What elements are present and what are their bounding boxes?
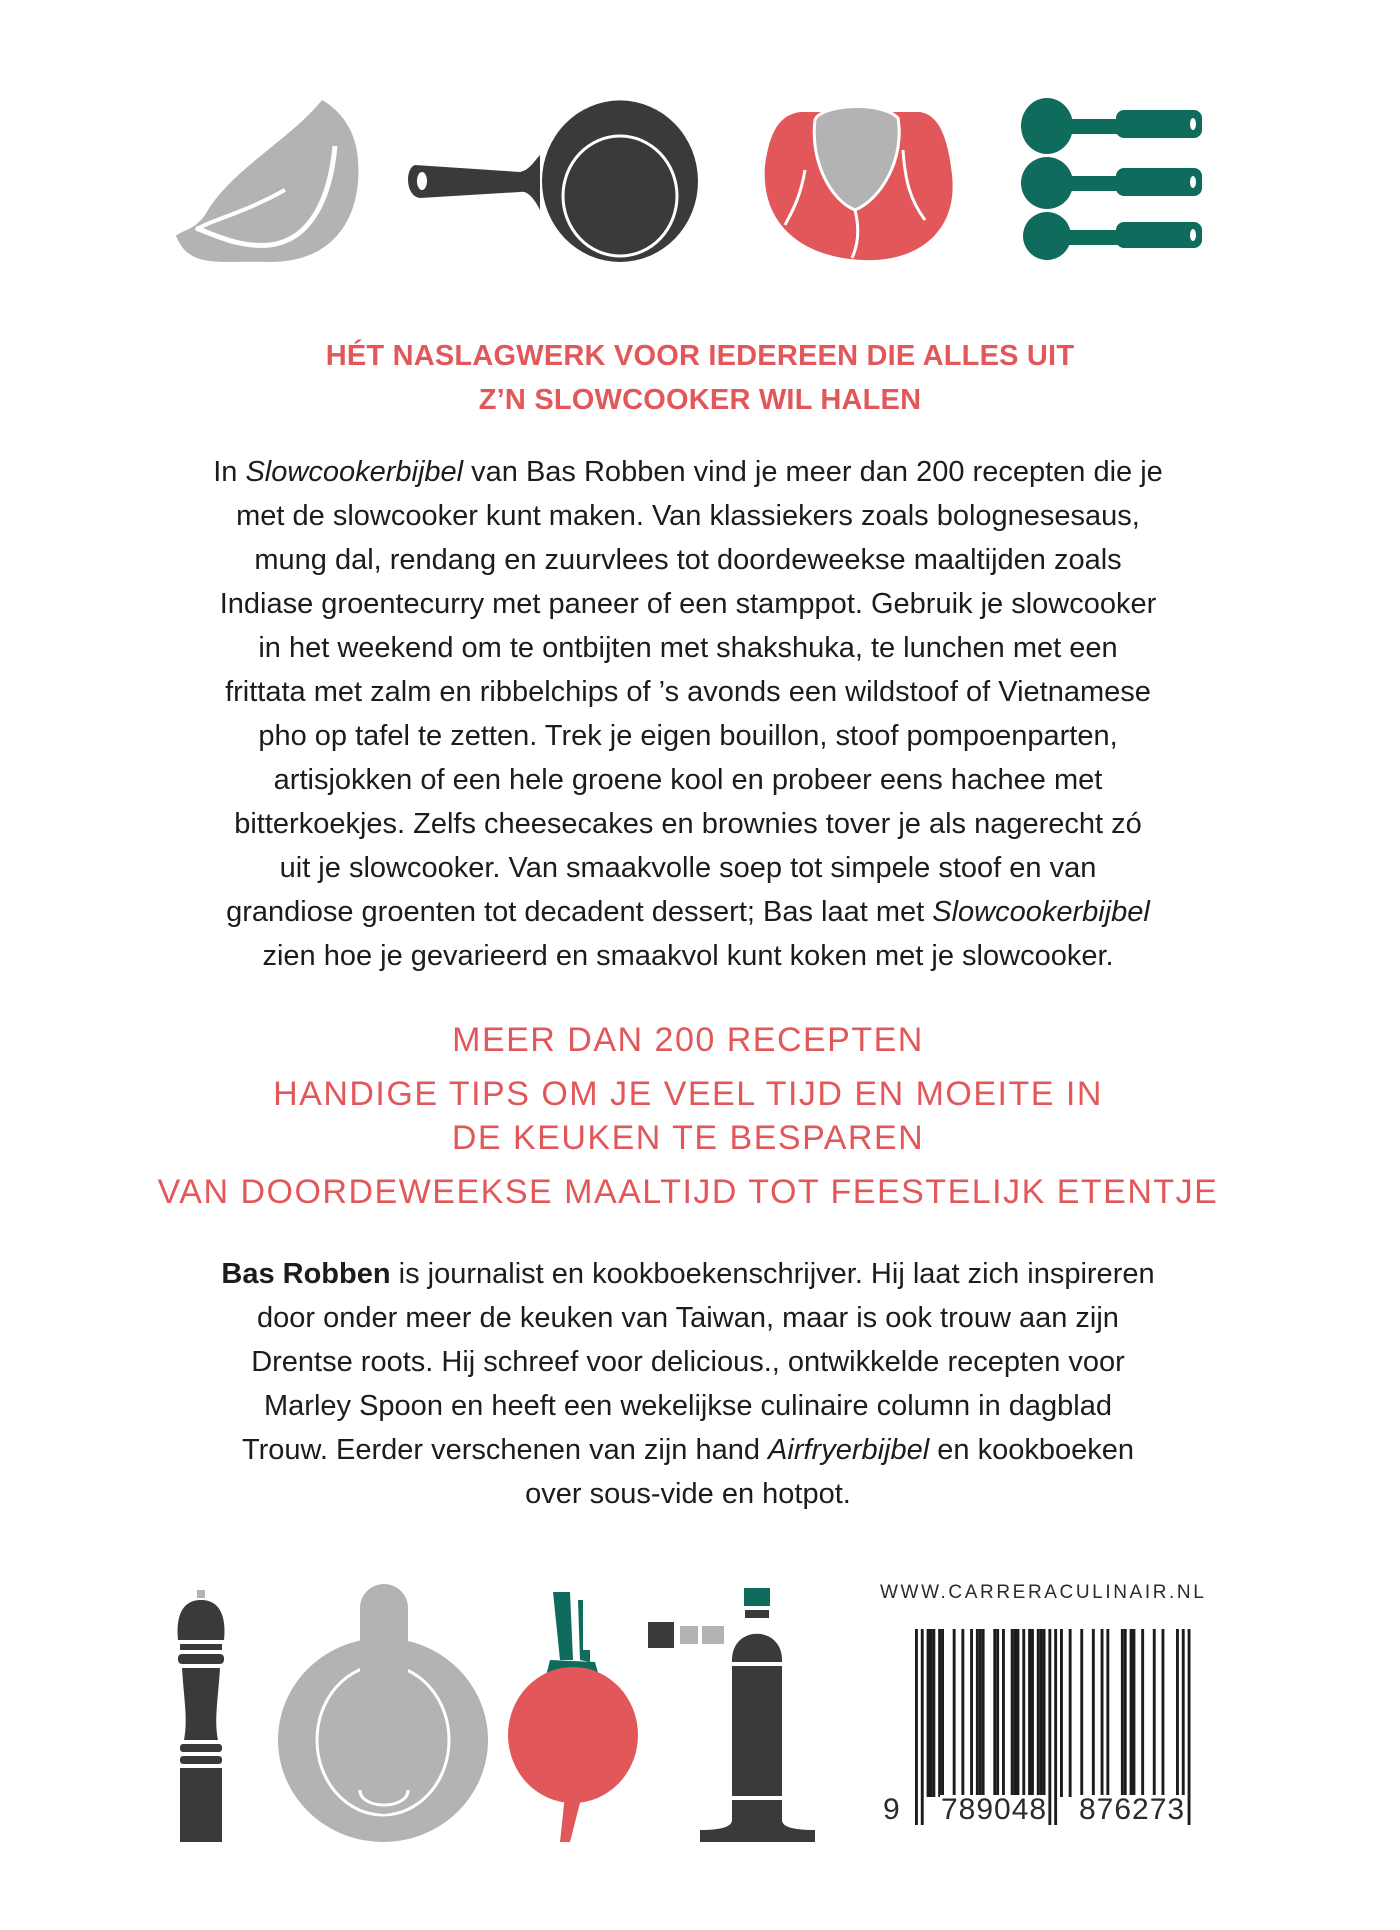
text-segment: is journalist en kookboekenschrijver. Hij laat zich inspireren: [390, 1258, 1155, 1290]
text-segment: In: [213, 456, 246, 488]
barcode-bar: [953, 1629, 956, 1797]
body-line: [0, 890, 1376, 934]
garlic-icon: [176, 100, 358, 262]
text-segment: zien hoe je gevarieerd en smaakvol kunt koken met je slowcooker.: [262, 940, 1114, 972]
barcode-bar: [1060, 1629, 1063, 1797]
frying-pan-icon: [408, 100, 698, 262]
headline-line-2: Z’N SLOWCOOKER WIL HALEN: [478, 384, 922, 416]
barcode-digits-right: 876273: [1079, 1793, 1186, 1826]
barcode-bar: [941, 1629, 944, 1797]
barcode-bar: [1017, 1629, 1020, 1797]
feature-item: MEER DAN 200 RECEPTEN: [452, 1021, 924, 1059]
barcode-digit-prefix: 9: [883, 1793, 901, 1826]
feature-list: [0, 1018, 1376, 1214]
description-paragraph: [0, 450, 1376, 978]
body-line: [0, 450, 1376, 494]
barcode-bar: [1014, 1629, 1017, 1797]
barcode-bar: [996, 1629, 999, 1797]
author-bio: [0, 1252, 1376, 1516]
barcode-bar: [938, 1629, 941, 1797]
barcode-bar: [1054, 1629, 1057, 1825]
barcode-bar: [1188, 1629, 1191, 1825]
bio-line: [0, 1472, 1376, 1516]
barcode-bar: [1133, 1629, 1136, 1797]
barcode-bar: [1040, 1629, 1043, 1797]
book-title: Slowcookerbijbel: [245, 456, 464, 488]
publisher-website[interactable]: WWW.CARRERACULINAIR.NL: [880, 1582, 1207, 1603]
body-line: [0, 538, 1376, 582]
barcode-bar: [1153, 1629, 1156, 1797]
barcode-bar: [961, 1629, 964, 1797]
barcode-bar: [915, 1629, 918, 1825]
barcode-bar: [1069, 1629, 1072, 1797]
feature-item-continued: DE KEUKEN TE BESPAREN: [451, 1119, 925, 1157]
text-segment: met de slowcooker kunt maken. Van klassiekers zoals bolognesesaus,: [236, 500, 1140, 532]
text-segment: en kookboeken: [929, 1434, 1134, 1466]
barcode-bar: [1080, 1629, 1083, 1797]
book-title: Slowcookerbijbel: [932, 896, 1150, 928]
bio-line: [0, 1384, 1376, 1428]
barcode-bar: [1022, 1629, 1025, 1797]
author-name: Bas Robben: [221, 1258, 391, 1290]
body-line: [0, 714, 1376, 758]
text-segment: mung dal, rendang en zuurvlees tot doordeweekse maaltijden zoals: [254, 544, 1122, 576]
blowtorch-icon: [648, 1588, 815, 1842]
barcode-bar: [1048, 1629, 1051, 1825]
barcode-bar: [970, 1629, 973, 1797]
barcode-bar: [932, 1629, 935, 1797]
body-line: [0, 934, 1376, 978]
barcode-bar: [1002, 1629, 1005, 1797]
barcode-bar: [979, 1629, 982, 1797]
bio-line: [0, 1252, 1376, 1296]
barcode-bar: [1037, 1629, 1040, 1797]
barcode-bar: [1031, 1629, 1034, 1797]
barcode-bar: [1130, 1629, 1133, 1797]
bio-line: [0, 1296, 1376, 1340]
barcode-bar: [921, 1629, 924, 1825]
body-line: [0, 670, 1376, 714]
text-segment: pho op tafel te zetten. Trek je eigen bouillon, stoof pompoenparten,: [258, 720, 1118, 752]
barcode-bar: [1101, 1629, 1104, 1797]
body-line: [0, 758, 1376, 802]
barcode-bar: [1176, 1629, 1179, 1797]
text-segment: artisjokken of een hele groene kool en probeer eens hachee met: [273, 764, 1103, 796]
barcode-bar: [1092, 1629, 1095, 1797]
radish-icon: [508, 1592, 638, 1842]
barcode-bar: [976, 1629, 979, 1797]
book-title: Airfryerbijbel: [768, 1434, 930, 1466]
feature-item: HANDIGE TIPS OM JE VEEL TIJD EN MOEITE IN: [273, 1075, 1103, 1113]
feature-item: VAN DOORDEWEEKSE MAALTIJD TOT FEESTELIJK ETENTJE: [157, 1173, 1219, 1211]
text-segment: grandiose groenten tot decadent dessert; Bas laat met: [226, 896, 933, 928]
headline-line-1: HÉT NASLAGWERK VOOR IEDEREEN DIE ALLES UIT: [325, 340, 1075, 372]
text-segment: frittata met zalm en ribbelchips of ’s avonds een wildstoof of Vietnamese: [225, 676, 1151, 708]
barcode-bar: [1121, 1629, 1124, 1797]
barcode-bar: [1162, 1629, 1165, 1797]
barcode-bar: [930, 1629, 933, 1797]
text-segment: van Bas Robben vind je meer dan 200 recepten die je: [463, 456, 1163, 488]
barcode-digits-left: 789048: [941, 1793, 1048, 1826]
text-segment: in het weekend om te ontbijten met shakshuka, te lunchen met een: [258, 632, 1118, 664]
barcode-bar: [1028, 1629, 1031, 1797]
body-line: [0, 846, 1376, 890]
text-segment: Trouw. Eerder verschenen van zijn hand: [241, 1434, 769, 1466]
text-segment: over sous-vide en hotpot.: [525, 1478, 851, 1510]
barcode-bar: [1141, 1629, 1144, 1797]
measuring-spoons-icon: [1021, 98, 1202, 260]
text-segment: Marley Spoon en heeft een wekelijkse culinaire column in dagblad: [264, 1390, 1112, 1422]
text-segment: uit je slowcooker. Van smaakvolle soep tot simpele stoof en van: [279, 852, 1097, 884]
body-line: [0, 626, 1376, 670]
text-segment: door onder meer de keuken van Taiwan, maar is ook trouw aan zijn: [257, 1302, 1119, 1334]
text-segment: Indiase groentecurry met paneer of een stamppot. Gebruik je slowcooker: [219, 588, 1157, 620]
steak-icon: [765, 106, 953, 260]
top-icons: [0, 90, 1400, 270]
bio-line: [0, 1428, 1376, 1472]
barcode-bar: [1124, 1629, 1127, 1797]
text-segment: bitterkoekjes. Zelfs cheesecakes en brownies tover je als nagerecht zó: [234, 808, 1142, 840]
mortar-pestle-icon: [278, 1584, 488, 1842]
bio-line: [0, 1340, 1376, 1384]
body-line: [0, 802, 1376, 846]
barcode-bar: [993, 1629, 996, 1797]
barcode-bar: [1106, 1629, 1109, 1797]
text-segment: Drentse roots. Hij schreef voor delicious., ontwikkelde recepten voor: [251, 1346, 1125, 1378]
pepper-mill-icon: [178, 1590, 225, 1842]
barcode-bar: [1011, 1629, 1014, 1797]
body-line: [0, 582, 1376, 626]
barcode-bar: [927, 1629, 930, 1797]
body-line: [0, 494, 1376, 538]
barcode-bar: [982, 1629, 985, 1797]
barcode-bar: [1043, 1629, 1046, 1797]
headline: [0, 334, 1400, 422]
